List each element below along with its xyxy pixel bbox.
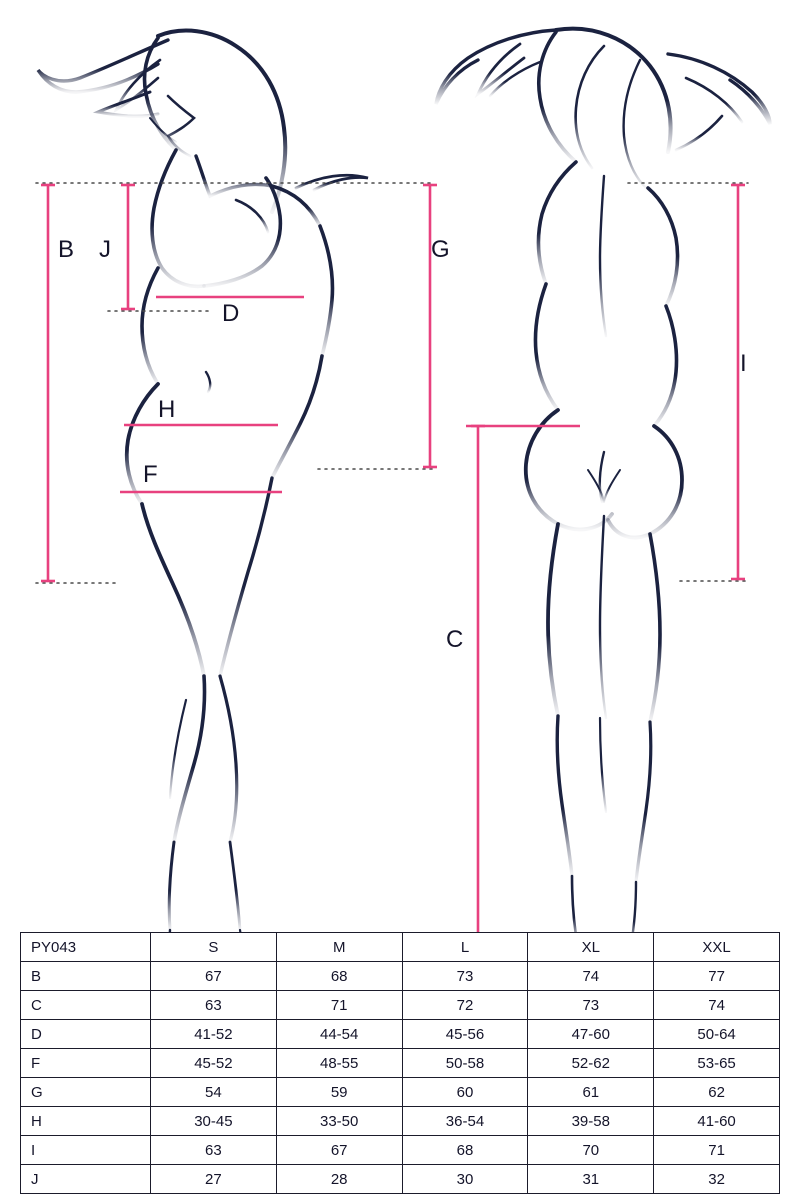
row-label: C (21, 991, 151, 1020)
table-row (21, 991, 780, 1020)
cell-value: 32 (654, 1165, 780, 1194)
cell-value: 53-65 (654, 1049, 780, 1078)
table-row (21, 1165, 780, 1194)
cell-value: 41-52 (151, 1020, 277, 1049)
measurement-label-B: B (58, 236, 75, 263)
table-row (21, 1020, 780, 1049)
cell-value: 71 (654, 1136, 780, 1165)
cell-value: 52-62 (528, 1049, 654, 1078)
cell-value: 50-58 (402, 1049, 528, 1078)
row-label: G (21, 1078, 151, 1107)
table-row (21, 1136, 780, 1165)
table-row (21, 1078, 780, 1107)
cell-value: 61 (528, 1078, 654, 1107)
cell-value: 45-52 (151, 1049, 277, 1078)
row-label: F (21, 1049, 151, 1078)
cell-value: 30-45 (151, 1107, 277, 1136)
cell-value: 68 (276, 962, 402, 991)
measurement-label-F: F (143, 461, 158, 488)
back-figure (436, 29, 770, 1040)
cell-value: 67 (276, 1136, 402, 1165)
cell-value: 73 (402, 962, 528, 991)
cell-value: 44-54 (276, 1020, 402, 1049)
table-header-m: M (276, 933, 402, 962)
cell-value: 28 (276, 1165, 402, 1194)
table-row (21, 962, 780, 991)
size-table (20, 932, 780, 1194)
cell-value: 73 (528, 991, 654, 1020)
table-header-code: PY043 (21, 933, 151, 962)
cell-value: 59 (276, 1078, 402, 1107)
cell-value: 68 (402, 1136, 528, 1165)
cell-value: 27 (151, 1165, 277, 1194)
table-header-s: S (151, 933, 277, 962)
cell-value: 62 (654, 1078, 780, 1107)
cell-value: 74 (654, 991, 780, 1020)
measurement-label-I: I (740, 350, 747, 377)
row-label: J (21, 1165, 151, 1194)
cell-value: 72 (402, 991, 528, 1020)
row-label: I (21, 1136, 151, 1165)
cell-value: 41-60 (654, 1107, 780, 1136)
measurement-label-C: C (446, 626, 464, 653)
measurement-label-H: H (158, 396, 176, 423)
table-header-xl: XL (528, 933, 654, 962)
cell-value: 47-60 (528, 1020, 654, 1049)
cell-value: 31 (528, 1165, 654, 1194)
cell-value: 50-64 (654, 1020, 780, 1049)
cell-value: 71 (276, 991, 402, 1020)
cell-value: 74 (528, 962, 654, 991)
cell-value: 45-56 (402, 1020, 528, 1049)
table-row (21, 1049, 780, 1078)
table-header-row (21, 933, 780, 962)
measurement-label-D: D (222, 300, 240, 327)
table-header-l: L (402, 933, 528, 962)
table-header-xxl: XXL (654, 933, 780, 962)
cell-value: 67 (151, 962, 277, 991)
cell-value: 77 (654, 962, 780, 991)
front-figure (38, 31, 368, 1036)
guide-lines (36, 183, 748, 942)
row-label: H (21, 1107, 151, 1136)
cell-value: 39-58 (528, 1107, 654, 1136)
cell-value: 36-54 (402, 1107, 528, 1136)
cell-value: 33-50 (276, 1107, 402, 1136)
measurement-label-J: J (99, 236, 111, 263)
cell-value: 63 (151, 1136, 277, 1165)
cell-value: 54 (151, 1078, 277, 1107)
cell-value: 48-55 (276, 1049, 402, 1078)
row-label: D (21, 1020, 151, 1049)
cell-value: 63 (151, 991, 277, 1020)
row-label: B (21, 962, 151, 991)
table-row (21, 1107, 780, 1136)
cell-value: 60 (402, 1078, 528, 1107)
cell-value: 70 (528, 1136, 654, 1165)
measurement-label-G: G (431, 236, 450, 263)
cell-value: 30 (402, 1165, 528, 1194)
